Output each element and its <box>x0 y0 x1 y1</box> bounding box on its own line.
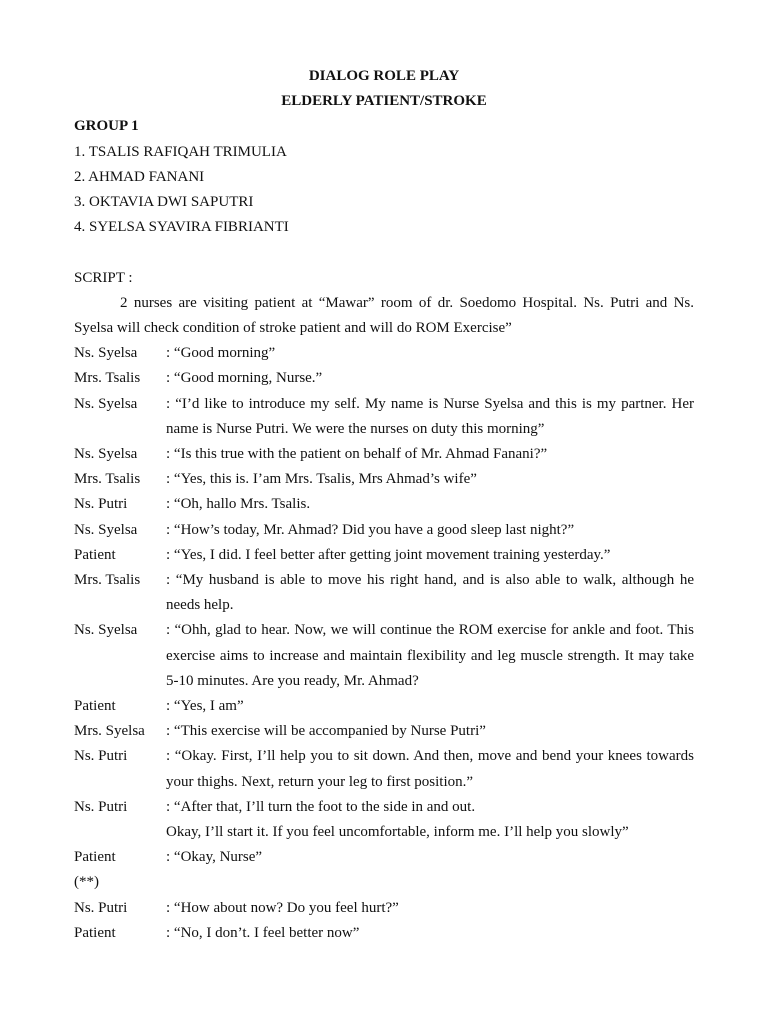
utterance-text: : “My husband is able to move his right hand, and is also able to walk, although he needs help. <box>166 572 694 614</box>
dialog-line <box>74 492 694 517</box>
document-subtitle: ELDERLY PATIENT/STROKE <box>281 93 487 110</box>
dialog-line <box>74 518 694 543</box>
group-member: 1. TSALIS RAFIQAH TRIMULIA <box>74 143 287 160</box>
document-title: DIALOG ROLE PLAY <box>308 68 460 84</box>
dialog-line <box>74 366 694 391</box>
dialog-line <box>74 921 694 946</box>
utterance-text: : “Oh, hallo Mrs. Tsalis. <box>166 496 311 513</box>
speaker-name: Ns. Syelsa <box>74 446 138 462</box>
speaker-name: Ns. Syelsa <box>74 395 138 412</box>
utterance-text: : “I’d like to introduce my self. My name is Nurse Syelsa and this is my partner. Her name is Nurse Putri. We were the nurses on duty this morning” <box>166 395 694 437</box>
utterance-text: : “Yes, I did. I feel better after getting joint movement training yesterday.” <box>166 546 611 563</box>
dialog-line <box>74 795 694 820</box>
dialog-line <box>74 467 694 492</box>
group-member: 4. SYELSA SYAVIRA FIBRIANTI <box>74 219 289 236</box>
utterance-text: Okay, I’ll start it. If you feel uncomfortable, inform me. I’ll help you slowly” <box>166 824 629 841</box>
speaker-name: Patient <box>74 698 116 715</box>
dialog-line <box>74 719 694 744</box>
dialog-line <box>74 543 694 568</box>
utterance-text: : “Yes, I am” <box>166 698 244 715</box>
speaker-name: Mrs. Tsalis <box>74 572 141 589</box>
dialog-line <box>74 392 694 442</box>
speaker-name: Ns. Syelsa <box>74 622 138 639</box>
utterance-text: : “Yes, this is. I’am Mrs. Tsalis, Mrs Ahmad’s wife” <box>166 471 477 488</box>
speaker-name: Patient <box>74 546 116 563</box>
speaker-name: Mrs. Syelsa <box>74 723 145 740</box>
dialog-list <box>74 341 694 870</box>
speaker-name: Ns. Syelsa <box>74 345 138 362</box>
speaker-name <box>74 820 166 845</box>
group-label: GROUP 1 <box>74 118 139 135</box>
dialog-line <box>74 820 694 845</box>
utterance-text: : “How about now? Do you feel hurt?” <box>166 899 399 916</box>
dialog-line <box>74 442 694 467</box>
dialog-line <box>74 694 694 719</box>
group-member: 2. AHMAD FANANI <box>74 168 205 185</box>
utterance-text: : “Okay, Nurse” <box>166 849 263 866</box>
utterance-text: : “After that, I’ll turn the foot to the side in and out. <box>166 798 476 815</box>
speaker-name: Ns. Putri <box>74 899 128 916</box>
utterance-text: : “How’s today, Mr. Ahmad? Did you have a good sleep last night?” <box>166 521 575 538</box>
dialog-line <box>74 845 694 870</box>
dialog-line <box>74 618 694 694</box>
utterance-text: : “No, I don’t. I feel better now” <box>166 924 360 941</box>
spacer <box>74 240 694 265</box>
speaker-name: Ns. Putri <box>74 496 128 513</box>
utterance-text: : “Ohh, glad to hear. Now, we will continue the ROM exercise for ankle and foot. This exercise aims to increase and maintain flexibility and leg muscle strength. It may take 5-10 minutes. Are you ready, Mr. Ahmad? <box>166 622 694 689</box>
speaker-name: Patient <box>74 924 116 941</box>
utterance-text: : “Is this true with the patient on behalf of Mr. Ahmad Fanani?” <box>166 446 548 462</box>
script-label: SCRIPT : <box>74 269 133 286</box>
utterance-text: : “This exercise will be accompanied by Nurse Putri” <box>166 723 486 740</box>
speaker-name: Ns. Syelsa <box>74 521 138 538</box>
speaker-name: Mrs. Tsalis <box>74 370 141 387</box>
speaker-name: Ns. Putri <box>74 798 128 815</box>
speaker-name: Patient <box>74 849 116 866</box>
group-member: 3. OKTAVIA DWI SAPUTRI <box>74 193 254 210</box>
dialog-line <box>74 744 694 794</box>
dialog-line <box>74 896 694 921</box>
utterance-text: : “Good morning” <box>166 345 276 362</box>
dialog-list-continued <box>74 896 694 946</box>
utterance-text: : “Good morning, Nurse.” <box>166 370 323 387</box>
dialog-line <box>74 341 694 366</box>
script-intro: 2 nurses are visiting patient at “Mawar” room of dr. Soedomo Hospital. Ns. Putri and Ns. Syelsa will check condition of stroke patient and will do ROM Exercise” <box>74 294 694 336</box>
speaker-name: Ns. Putri <box>74 748 128 765</box>
section-marker: (**) <box>74 874 99 891</box>
speaker-name: Mrs. Tsalis <box>74 471 141 488</box>
dialog-line <box>74 568 694 618</box>
utterance-text: : “Okay. First, I’ll help you to sit down. And then, move and bend your knees towards your thighs. Next, return your leg to first position.” <box>166 748 694 790</box>
